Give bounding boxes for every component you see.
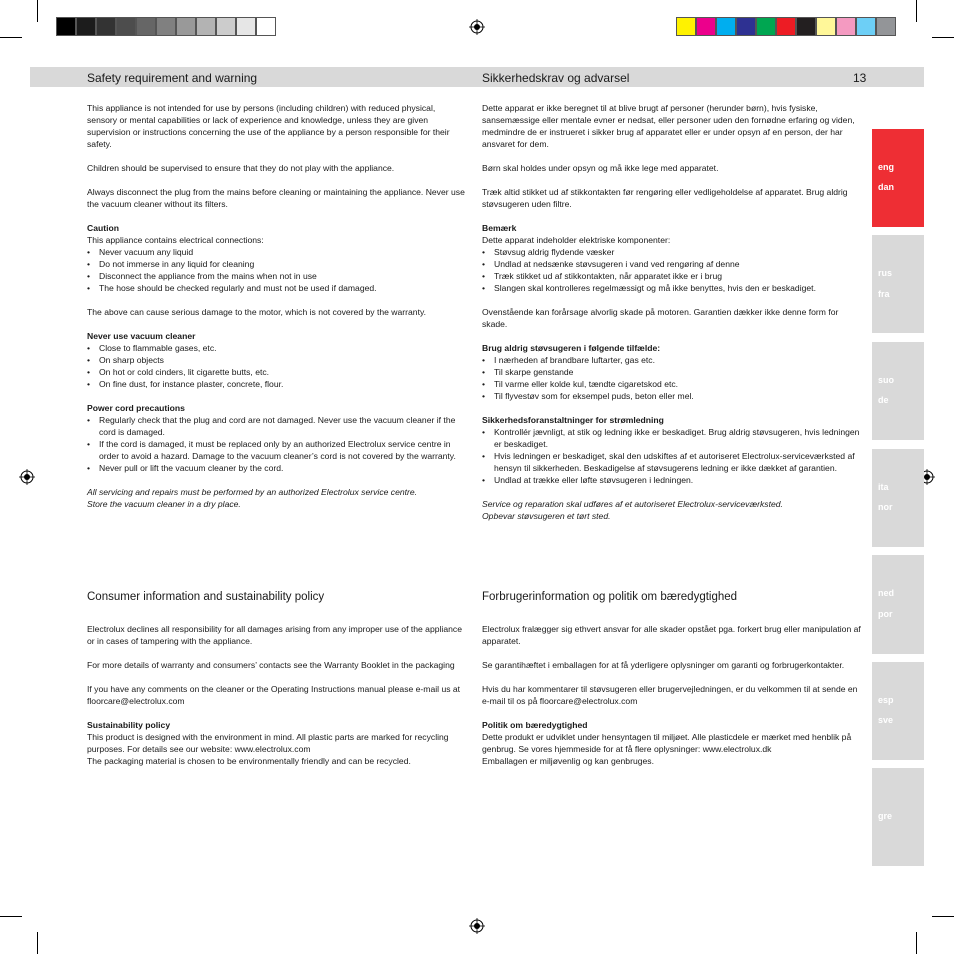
paragraph: Electrolux fralægger sig ethvert ansvar for alle skader opstået pga. forkert brug eller manipulation af apparatet.: [482, 624, 861, 646]
tab-label: de: [878, 395, 889, 405]
tab-label: ned: [878, 588, 895, 598]
caution-list: [87, 246, 465, 294]
crop-mark: [37, 0, 38, 22]
list-item: • On fine dust, for instance plaster, concrete, flour.: [87, 378, 465, 390]
danish-safety-column: [482, 102, 862, 522]
danish-consumer-column: [482, 623, 862, 767]
color-swatch: [776, 17, 796, 36]
never-use-heading: Brug aldrig støvsugeren i følgende tilfælde:: [482, 343, 661, 353]
storage-note: Store the vacuum cleaner in a dry place.: [87, 499, 241, 509]
color-swatch: [736, 17, 756, 36]
tab-ned-por[interactable]: [872, 555, 924, 654]
color-swatch: [216, 17, 236, 36]
section-title-consumer-danish: Forbrugerinformation og politik om bæredygtighed: [482, 591, 738, 603]
registration-mark-icon: [19, 469, 35, 485]
color-swatch: [136, 17, 156, 36]
tab-ita-nor[interactable]: [872, 449, 924, 547]
english-safety-column: [87, 102, 465, 510]
paragraph: Træk altid stikket ud af stikkontakten før rengøring eller vedligeholdelse af apparatet. Brug aldrig støvsugeren uden filtre.: [482, 187, 848, 209]
crop-mark: [0, 916, 22, 917]
page-title-danish: Sikkerhedskrav og advarsel: [482, 71, 630, 85]
list-item: • Do not immerse in any liquid for cleaning: [87, 258, 465, 270]
color-swatch: [96, 17, 116, 36]
color-swatch: [756, 17, 776, 36]
registration-mark-icon: [469, 19, 485, 35]
caution-intro: This appliance contains electrical connections:: [87, 235, 264, 245]
color-swatch: [156, 17, 176, 36]
tab-label: gre: [878, 811, 893, 821]
caution-list: [482, 246, 862, 294]
list-item: • On hot or cold cinders, lit cigarette butts, etc.: [87, 366, 465, 378]
crop-mark: [932, 37, 954, 38]
color-swatch: [256, 17, 276, 36]
paragraph: Children should be supervised to ensure that they do not play with the appliance.: [87, 163, 395, 173]
color-swatch: [876, 17, 896, 36]
crop-mark: [932, 916, 954, 917]
paragraph: Børn skal holdes under opsyn og må ikke lege med apparatet.: [482, 163, 719, 173]
caution-heading: Bemærk: [482, 223, 517, 233]
service-note: All servicing and repairs must be performed by an authorized Electrolux service centre.: [87, 487, 418, 497]
tab-label: dan: [878, 182, 895, 192]
tab-label: nor: [878, 502, 893, 512]
paragraph: Se garantihæftet i emballagen for at få yderligere oplysninger om garanti og forbrugerkontakter.: [482, 660, 845, 670]
paragraph: Hvis du har kommentarer til støvsugeren eller brugervejledningen, er du velkommen til at sende en e-mail til os på floorcare@electrolux.com: [482, 684, 858, 706]
crop-mark: [0, 37, 22, 38]
english-consumer-column: [87, 623, 465, 767]
color-swatch: [796, 17, 816, 36]
tab-eng-dan[interactable]: [872, 129, 924, 227]
list-item: • Kontrollér jævnligt, at stik og ledning ikke er beskadiget. Brug aldrig støvsugeren, hvis ledningen er beskadiget.: [482, 426, 862, 450]
section-title-consumer-english: Consumer information and sustainability policy: [87, 591, 325, 603]
sustainability-heading: Sustainability policy: [87, 720, 171, 730]
color-swatch-strip: [676, 17, 896, 36]
tab-label: ita: [878, 482, 889, 492]
list-item: • Hvis ledningen er beskadiget, skal den udskiftes af et autoriseret Electrolux-serviceværksted af hensyn til sikkerheden. Beskadigelse af støvsugerens ledning er ikke dækket af garantien.: [482, 450, 862, 474]
power-cord-list: [482, 426, 862, 486]
power-cord-list: [87, 414, 465, 474]
paragraph: The packaging material is chosen to be environmentally friendly and can be recycled.: [87, 756, 411, 766]
list-item: • Støvsug aldrig flydende væsker: [482, 246, 862, 258]
service-note: Service og reparation skal udføres af et autoriseret Electrolux-serviceværksted.: [482, 499, 783, 509]
tab-label: sve: [878, 715, 894, 725]
color-swatch: [696, 17, 716, 36]
tab-gre[interactable]: [872, 768, 924, 866]
list-item: • Close to flammable gases, etc.: [87, 342, 465, 354]
list-item: • The hose should be checked regularly and must not be used if damaged.: [87, 282, 465, 294]
color-swatch: [236, 17, 256, 36]
color-swatch: [76, 17, 96, 36]
color-swatch: [176, 17, 196, 36]
list-item: • Til flyvestøv som for eksempel puds, beton eller mel.: [482, 390, 862, 402]
paragraph: Electrolux declines all responsibility for all damages arising from any improper use of the appliance or in cases of tampering with the appliance.: [87, 624, 462, 646]
color-swatch: [716, 17, 736, 36]
registration-mark-icon: [469, 918, 485, 934]
crop-mark: [37, 932, 38, 954]
list-item: • Træk stikket ud af stikkontakten, når apparatet ikke er i brug: [482, 270, 862, 282]
tab-rus-fra[interactable]: [872, 235, 924, 333]
list-item: • Til varme eller kolde kul, tændte cigaretskod etc.: [482, 378, 862, 390]
tab-label: eng: [878, 162, 895, 172]
paragraph: Ovenstående kan forårsage alvorlig skade på motoren. Garantien dækker ikke denne form for skade.: [482, 307, 839, 329]
never-use-list: [482, 354, 862, 402]
list-item: • Til skarpe genstande: [482, 366, 862, 378]
tab-label: esp: [878, 695, 894, 705]
list-item: • Undlad at trække eller løfte støvsugeren i ledningen.: [482, 474, 862, 486]
color-swatch: [116, 17, 136, 36]
list-item: • Undlad at nedsænke støvsugeren i vand ved rengøring af denne: [482, 258, 862, 270]
caution-heading: Caution: [87, 223, 119, 233]
paragraph: Always disconnect the plug from the mains before cleaning or maintaining the appliance. Never use the vacuum cleaner without its filters.: [87, 187, 465, 209]
list-item: • Disconnect the appliance from the mains when not in use: [87, 270, 465, 282]
list-item: • Never pull or lift the vacuum cleaner by the cord.: [87, 462, 465, 474]
never-use-heading: Never use vacuum cleaner: [87, 331, 196, 341]
tab-suo-de[interactable]: [872, 342, 924, 440]
paragraph: Dette apparat er ikke beregnet til at blive brugt af personer (herunder børn), hvis fysiske, sansemæssige eller mentale evner er nedsat, eller personer uden den fornødne erfaring og viden, medmindre de er instrueret i sikker brug af apparatet eller er under opsyn af en person, der har ansvaret for dem.: [482, 103, 855, 149]
paragraph: For more details of warranty and consumers’ contacts see the Warranty Booklet in the packaging: [87, 660, 455, 670]
sustainability-heading: Politik om bæredygtighed: [482, 720, 588, 730]
tab-label: por: [878, 609, 893, 619]
color-swatch: [856, 17, 876, 36]
gray-swatch-strip: [56, 17, 276, 36]
power-cord-heading: Sikkerhedsforanstaltninger for strømledning: [482, 415, 664, 425]
paragraph: The above can cause serious damage to the motor, which is not covered by the warranty.: [87, 307, 426, 317]
color-swatch: [836, 17, 856, 36]
crop-mark: [916, 932, 917, 954]
paragraph: This product is designed with the environment in mind. All plastic parts are marked for recycling purposes. For details see our website: www.electrolux.com: [87, 732, 449, 754]
paragraph: Emballagen er miljøvenlig og kan genbruges.: [482, 756, 654, 766]
color-swatch: [56, 17, 76, 36]
color-swatch: [816, 17, 836, 36]
list-item: • I nærheden af brandbare luftarter, gas etc.: [482, 354, 862, 366]
power-cord-heading: Power cord precautions: [87, 403, 185, 413]
color-swatch: [676, 17, 696, 36]
tab-label: fra: [878, 289, 890, 299]
page-number: 13: [853, 71, 867, 85]
tab-esp-sve[interactable]: [872, 662, 924, 760]
paragraph: Dette produkt er udviklet under hensyntagen til miljøet. Alle plasticdele er mærket med henblik på genbrug. Se vores hjemmeside for at få flere oplysninger: www.electrolux.dk: [482, 732, 852, 754]
storage-note: Opbevar støvsugeren et tørt sted.: [482, 511, 611, 521]
list-item: • Slangen skal kontrolleres regelmæssigt og må ikke benyttes, hvis den er beskadiget.: [482, 282, 862, 294]
tab-label: rus: [878, 268, 893, 278]
list-item: • Regularly check that the plug and cord are not damaged. Never use the vacuum cleaner if the cord is damaged.: [87, 414, 465, 438]
tab-label: suo: [878, 375, 895, 385]
never-use-list: [87, 342, 465, 390]
paragraph: This appliance is not intended for use by persons (including children) with reduced physical, sensory or mental capabilities or lack of experience and knowledge, unless they are given supervision or instructions concerning the use of the appliance by a person responsible for their safety.: [87, 103, 450, 149]
list-item: • Never vacuum any liquid: [87, 246, 465, 258]
list-item: • If the cord is damaged, it must be replaced only by an authorized Electrolux service centre in order to avoid a hazard. Damage to the vacuum cleaner’s cord is not covered by the warranty.: [87, 438, 465, 462]
paragraph: If you have any comments on the cleaner or the Operating Instructions manual please e-mail us at floorcare@electrolux.com: [87, 684, 461, 706]
page-title-english: Safety requirement and warning: [87, 71, 258, 85]
caution-intro: Dette apparat indeholder elektriske komponenter:: [482, 235, 671, 245]
list-item: • On sharp objects: [87, 354, 465, 366]
crop-mark: [916, 0, 917, 22]
color-swatch: [196, 17, 216, 36]
